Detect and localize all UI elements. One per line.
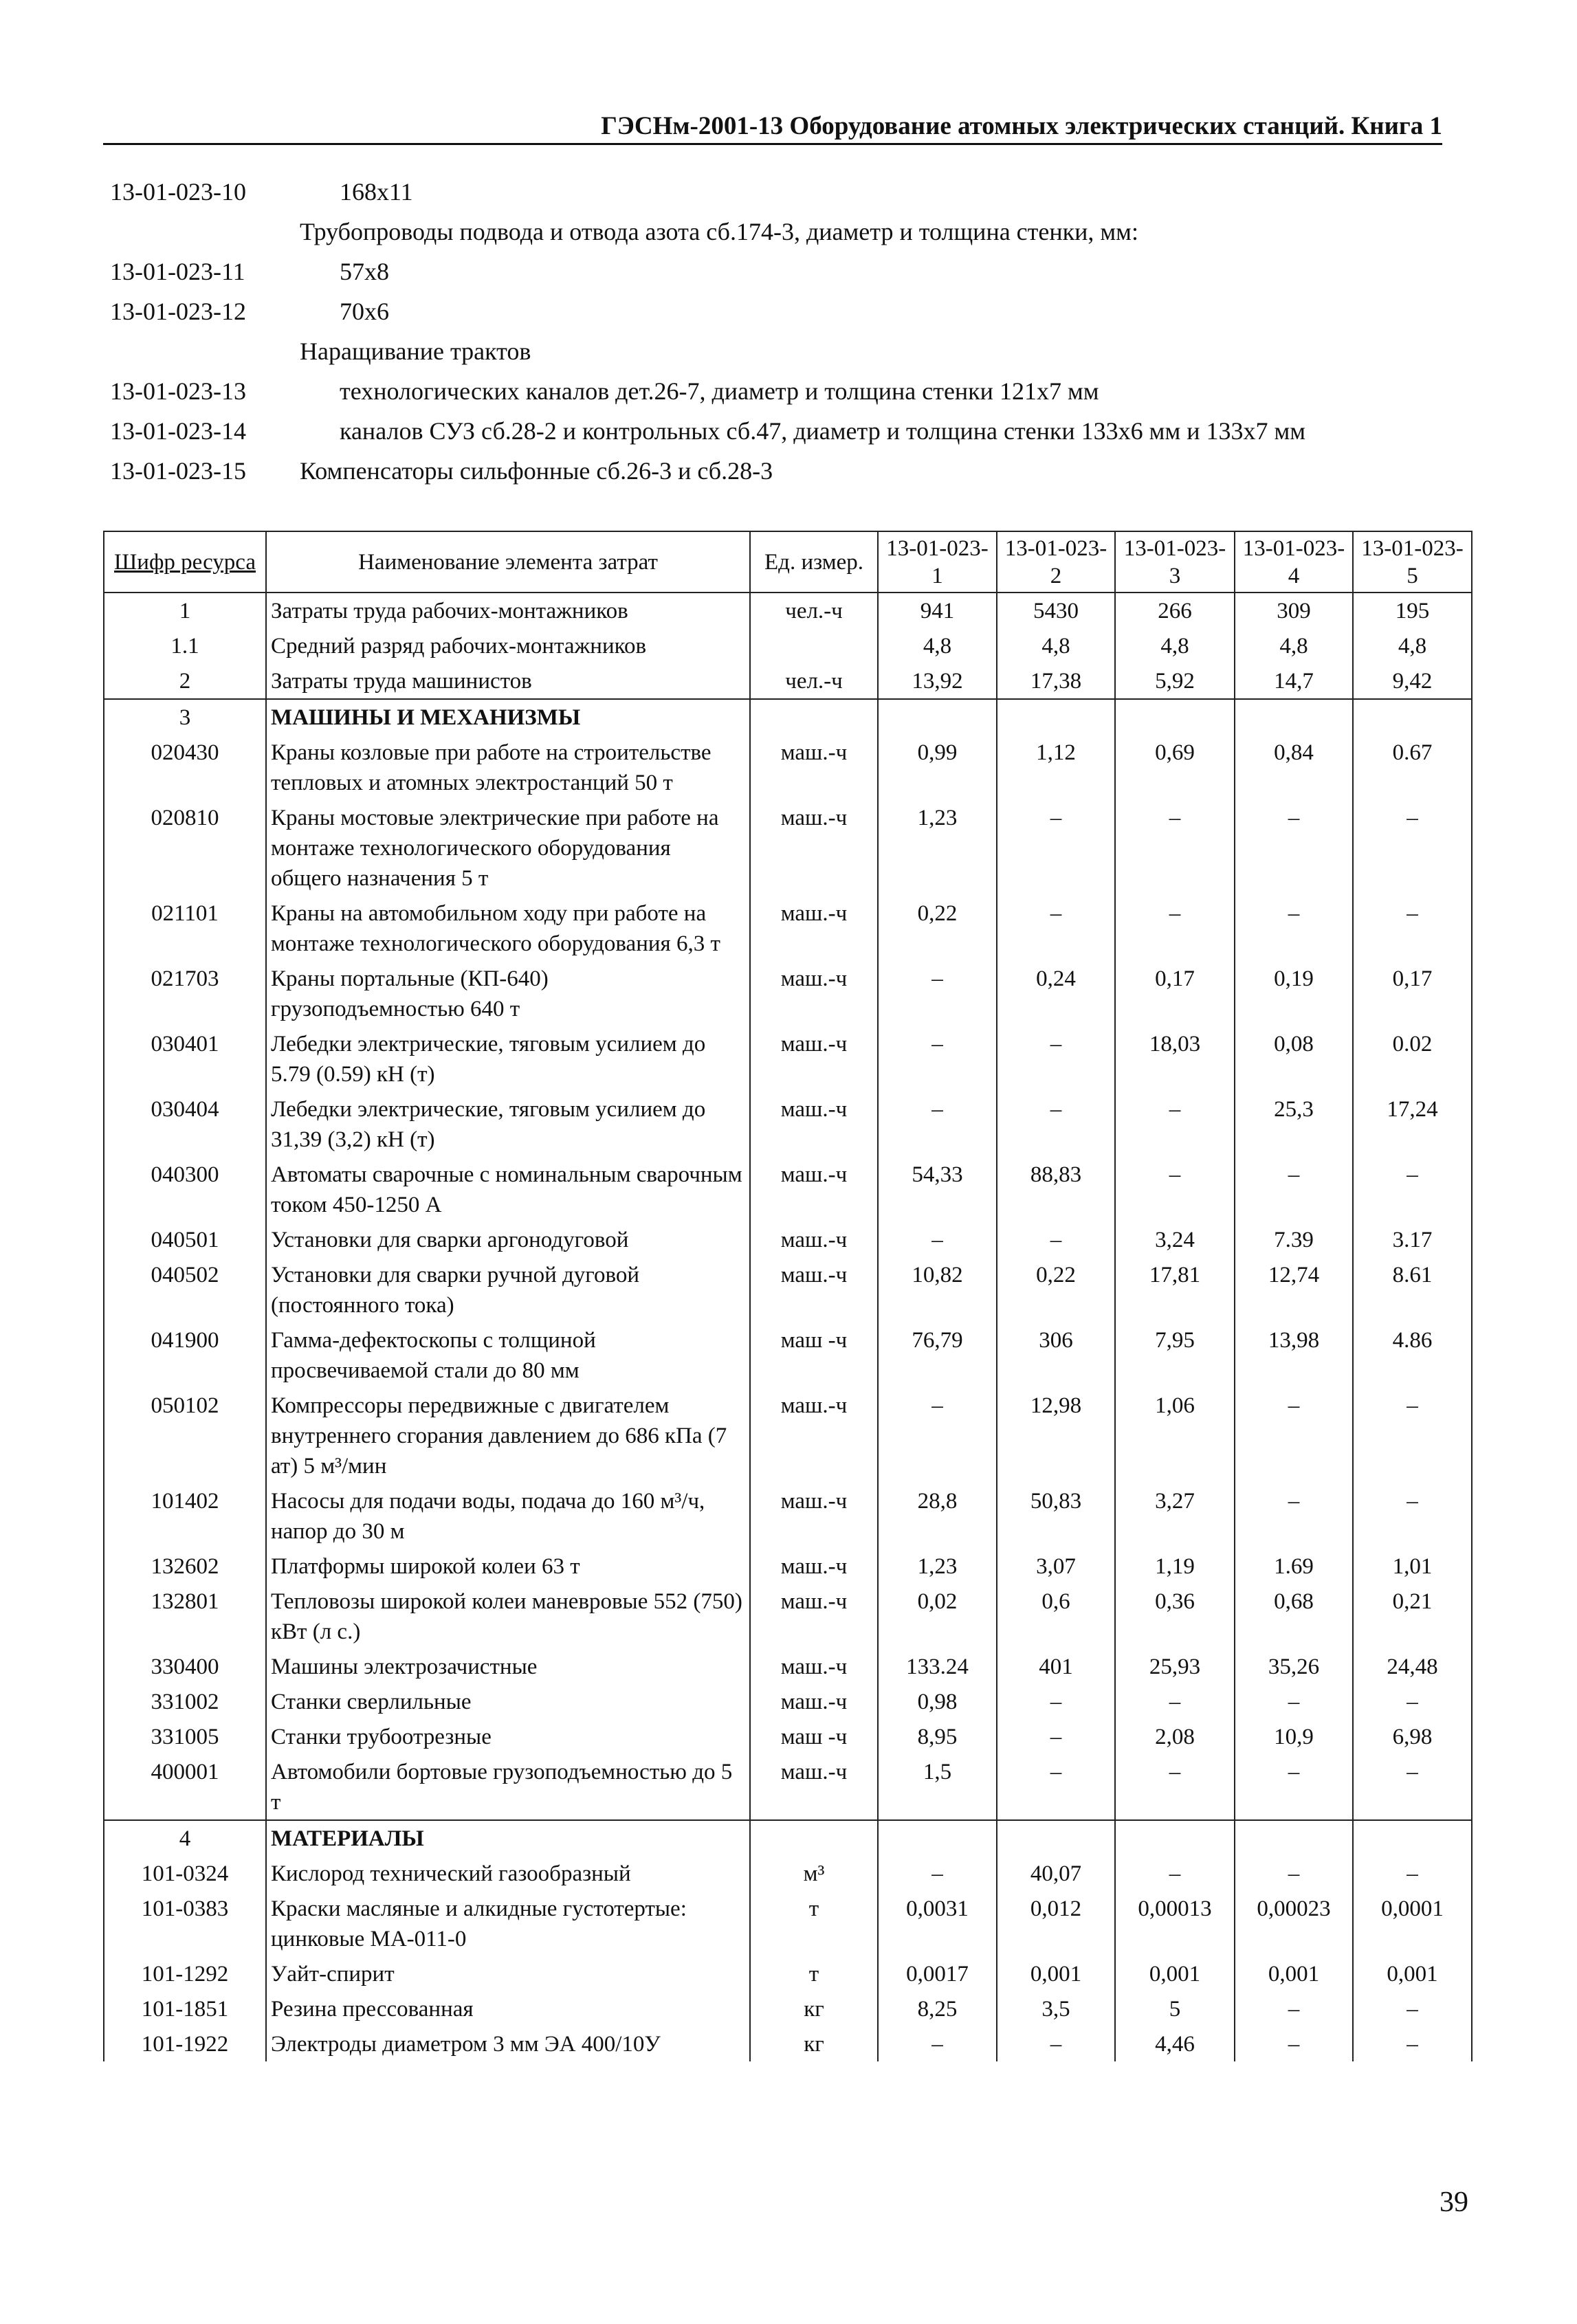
cell-value: 17,24 [1353,1092,1472,1157]
cell-unit: маш.-ч [750,896,878,961]
cell-value: 0,001 [997,1956,1115,1991]
cell-value: – [1115,1684,1235,1719]
cell-value: 35,26 [1235,1649,1353,1684]
table-row [104,1991,1472,2026]
cell-value: 4.86 [1353,1323,1472,1388]
cell-value: 10,9 [1235,1719,1353,1754]
intro-text: 168х11 [340,178,413,206]
cell-code: 1 [104,593,266,628]
cell-code: 101-1922 [104,2026,266,2061]
intro-list [110,177,1444,496]
cell-unit: кг [750,1991,878,2026]
cell-name: Краны мостовые электрические при работе на монтаже технологического оборудования общего назначения 5 т [266,800,750,896]
cell-value: – [1235,1157,1353,1222]
intro-code: 13-01-023-13 [110,377,246,405]
cell-value: 5,92 [1115,663,1235,699]
cell-value: 18,03 [1115,1026,1235,1092]
cell-unit: маш.-ч [750,1157,878,1222]
cell-value: 0,0017 [878,1956,997,1991]
cell-code: 400001 [104,1754,266,1820]
table-row [104,1222,1472,1257]
cell-value: 0,6 [997,1584,1115,1649]
cell-value: 7,95 [1115,1323,1235,1388]
cell-unit: маш -ч [750,1323,878,1388]
cell-value: – [997,800,1115,896]
cell-value: 1,23 [878,1549,997,1584]
cell-name: Краны на автомобильном ходу при работе на монтаже технологического оборудования 6,3 т [266,896,750,961]
header-name: Наименование элемента затрат [266,531,750,593]
cell-value: 0.67 [1353,735,1472,800]
cell-empty [750,1820,878,1856]
cell-value: 54,33 [878,1157,997,1222]
header-code-text: Шифр ресурса [114,550,256,575]
cell-value: 0,0031 [878,1891,997,1956]
cell-value: 1,06 [1115,1388,1235,1483]
table-header-row [104,531,1472,593]
table-row [104,663,1472,699]
cell-value: 88,83 [997,1157,1115,1222]
cell-unit: чел.-ч [750,663,878,699]
cell-value: 0,001 [1235,1956,1353,1991]
cell-unit: маш.-ч [750,1549,878,1584]
cell-value: 5 [1115,1991,1235,2026]
cell-unit: маш.-ч [750,1649,878,1684]
cell-value: – [1235,2026,1353,2061]
cell-value: 133.24 [878,1649,997,1684]
cell-value: 1,12 [997,735,1115,800]
cell-value: – [1353,1754,1472,1820]
cell-value: – [1353,1991,1472,2026]
cell-value: – [878,1388,997,1483]
section-title: МАТЕРИАЛЫ [266,1820,750,1856]
table-row [104,1856,1472,1891]
cell-value: 50,83 [997,1483,1115,1549]
cell-code: 1.1 [104,628,266,663]
intro-item [110,456,1444,496]
cell-value: – [997,896,1115,961]
cell-code: 040501 [104,1222,266,1257]
intro-item [110,337,1444,377]
cell-code: 101-0383 [104,1891,266,1956]
cell-value: – [997,1754,1115,1820]
cell-name: Установки для сварки аргонодуговой [266,1222,750,1257]
resource-table [103,531,1473,2061]
cell-name: Машины электрозачистные [266,1649,750,1684]
cell-value: 24,48 [1353,1649,1472,1684]
cell-value: – [1115,1754,1235,1820]
table-row [104,1092,1472,1157]
intro-item [110,297,1444,337]
cell-name: Станки трубоотрезные [266,1719,750,1754]
cell-value: 13,98 [1235,1323,1353,1388]
cell-value: 5430 [997,593,1115,628]
cell-value: 4,8 [997,628,1115,663]
cell-empty [1235,699,1353,735]
cell-code: 020430 [104,735,266,800]
cell-unit: кг [750,2026,878,2061]
cell-code: 331005 [104,1719,266,1754]
cell-name: Станки сверлильные [266,1684,750,1719]
cell-value: – [1353,1157,1472,1222]
cell-value: 17,38 [997,663,1115,699]
cell-value: – [1115,1092,1235,1157]
cell-code: 2 [104,663,266,699]
cell-value: – [878,961,997,1026]
intro-text: каналов СУЗ сб.28-2 и контрольных сб.47, диаметр и толщина стенки 133х6 мм и 133х7 мм [340,417,1306,445]
cell-value: 0,001 [1353,1956,1472,1991]
cell-value: 0,00013 [1115,1891,1235,1956]
cell-unit: маш.-ч [750,1584,878,1649]
cell-value: – [1115,1856,1235,1891]
cell-value: – [878,2026,997,2061]
table-row [104,2026,1472,2061]
cell-value: – [1235,1754,1353,1820]
cell-value: – [1235,1684,1353,1719]
header-col-1: 13-01-023-1 [878,531,997,593]
cell-value: 17,81 [1115,1257,1235,1323]
cell-value: – [878,1222,997,1257]
cell-value: – [1115,1157,1235,1222]
cell-value: – [1353,1856,1472,1891]
header-col-4: 13-01-023-4 [1235,531,1353,593]
cell-unit: чел.-ч [750,593,878,628]
header-unit: Ед. измер. [750,531,878,593]
intro-item [110,177,1444,217]
cell-value: 4,8 [1235,628,1353,663]
cell-value: 13,92 [878,663,997,699]
cell-name: Средний разряд рабочих-монтажников [266,628,750,663]
cell-unit: маш.-ч [750,1754,878,1820]
intro-item [110,257,1444,297]
section-title: МАШИНЫ И МЕХАНИЗМЫ [266,699,750,735]
cell-unit: маш.-ч [750,735,878,800]
cell-value: 0,0001 [1353,1891,1472,1956]
cell-value: – [1353,2026,1472,2061]
table-row [104,1719,1472,1754]
cell-code: 020810 [104,800,266,896]
cell-value: 3.17 [1353,1222,1472,1257]
cell-code: 3 [104,699,266,735]
cell-value: 8,95 [878,1719,997,1754]
intro-item [110,377,1444,417]
cell-value: – [997,1719,1115,1754]
cell-value: 0,99 [878,735,997,800]
cell-value: 0,98 [878,1684,997,1719]
header-col-3: 13-01-023-3 [1115,531,1235,593]
intro-code: 13-01-023-12 [110,298,246,325]
table-row [104,800,1472,896]
cell-name: Автомобили бортовые грузоподъемностью до 5 т [266,1754,750,1820]
cell-unit: т [750,1956,878,1991]
intro-code: 13-01-023-11 [110,258,245,285]
cell-value: 0,84 [1235,735,1353,800]
cell-value: 7.39 [1235,1222,1353,1257]
cell-name: Автоматы сварочные с номинальным сварочным током 450-1250 А [266,1157,750,1222]
cell-unit: маш.-ч [750,800,878,896]
cell-name: Установки для сварки ручной дуговой (постоянного тока) [266,1257,750,1323]
cell-value: – [1235,1483,1353,1549]
cell-unit: маш -ч [750,1719,878,1754]
cell-unit: маш.-ч [750,1483,878,1549]
cell-value: 0,36 [1115,1584,1235,1649]
cell-code: 040502 [104,1257,266,1323]
cell-code: 101-1851 [104,1991,266,2026]
cell-value: 1,19 [1115,1549,1235,1584]
table-row [104,1483,1472,1549]
cell-name: Краны портальные (КП-640) грузоподъемностью 640 т [266,961,750,1026]
cell-value: 76,79 [878,1323,997,1388]
cell-value: 9,42 [1353,663,1472,699]
cell-value: – [1353,1684,1472,1719]
cell-value: 0,02 [878,1584,997,1649]
cell-code: 132801 [104,1584,266,1649]
cell-value: 1,23 [878,800,997,896]
cell-value: – [1353,1483,1472,1549]
intro-text: Компенсаторы сильфонные сб.26-3 и сб.28-3 [300,457,773,485]
cell-name: Насосы для подачи воды, подача до 160 м³/ч, напор до 30 м [266,1483,750,1549]
page-header [103,109,1442,145]
table-row [104,1684,1472,1719]
cell-value: – [1353,1388,1472,1483]
cell-value: 3,24 [1115,1222,1235,1257]
table-row [104,1956,1472,1991]
cell-value: 1,01 [1353,1549,1472,1584]
cell-value: – [878,1092,997,1157]
cell-value: 0,001 [1115,1956,1235,1991]
cell-name: Краны козловые при работе на строительстве тепловых и атомных электростанций 50 т [266,735,750,800]
cell-value: – [878,1856,997,1891]
cell-name: Платформы широкой колеи 63 т [266,1549,750,1584]
cell-value: 6,98 [1353,1719,1472,1754]
header-col-5: 13-01-023-5 [1353,531,1472,593]
header-code [104,531,266,593]
cell-code: 4 [104,1820,266,1856]
cell-empty [997,699,1115,735]
cell-value: 0.02 [1353,1026,1472,1092]
cell-value: – [997,1026,1115,1092]
cell-value: 195 [1353,593,1472,628]
cell-value: – [997,2026,1115,2061]
cell-value: 1,5 [878,1754,997,1820]
cell-value: – [997,1222,1115,1257]
cell-value: 8,25 [878,1991,997,2026]
cell-value: – [1235,1991,1353,2026]
cell-code: 101-1292 [104,1956,266,1991]
cell-value: 1.69 [1235,1549,1353,1584]
intro-text: 70х6 [340,298,389,325]
cell-code: 030401 [104,1026,266,1092]
cell-value: 25,3 [1235,1092,1353,1157]
table-row [104,1649,1472,1684]
cell-value: 3,5 [997,1991,1115,2026]
cell-value: – [1235,1856,1353,1891]
cell-value: 4,8 [1353,628,1472,663]
cell-value: 0,17 [1115,961,1235,1026]
cell-code: 330400 [104,1649,266,1684]
table-row [104,1584,1472,1649]
table-row [104,1754,1472,1820]
cell-code: 021101 [104,896,266,961]
cell-name: Лебедки электрические, тяговым усилием до 31,39 (3,2) кН (т) [266,1092,750,1157]
cell-unit: маш.-ч [750,1388,878,1483]
table-row [104,1157,1472,1222]
cell-value: 941 [878,593,997,628]
cell-name: Затраты труда рабочих-монтажников [266,593,750,628]
table-row [104,735,1472,800]
cell-value: 0,08 [1235,1026,1353,1092]
cell-empty [1235,1820,1353,1856]
cell-value: 0,69 [1115,735,1235,800]
cell-unit: маш.-ч [750,1026,878,1092]
table-row [104,896,1472,961]
cell-value: 0,00023 [1235,1891,1353,1956]
section-row [104,699,1472,735]
cell-value: 306 [997,1323,1115,1388]
cell-value: 0,24 [997,961,1115,1026]
cell-unit: маш.-ч [750,1684,878,1719]
cell-code: 101-0324 [104,1856,266,1891]
cell-code: 101402 [104,1483,266,1549]
cell-name: Резина прессованная [266,1991,750,2026]
cell-unit: м³ [750,1856,878,1891]
table-row [104,1549,1472,1584]
cell-value: 25,93 [1115,1649,1235,1684]
page-number: 39 [1440,2187,1468,2218]
cell-value: – [997,1684,1115,1719]
cell-empty [997,1820,1115,1856]
cell-value: 4,8 [878,628,997,663]
cell-value: 2,08 [1115,1719,1235,1754]
cell-value: 14,7 [1235,663,1353,699]
cell-value: – [1353,896,1472,961]
cell-unit: маш.-ч [750,1257,878,1323]
intro-text: Наращивание трактов [300,337,531,365]
cell-empty [1115,1820,1235,1856]
table-row [104,628,1472,663]
cell-unit: т [750,1891,878,1956]
cell-value: – [1235,800,1353,896]
cell-name: Электроды диаметром 3 мм ЭА 400/10У [266,2026,750,2061]
cell-empty [1353,699,1472,735]
cell-value: 8.61 [1353,1257,1472,1323]
cell-value: 266 [1115,593,1235,628]
cell-code: 331002 [104,1684,266,1719]
header-col-2: 13-01-023-2 [997,531,1115,593]
cell-name: Уайт-спирит [266,1956,750,1991]
cell-value: – [878,1026,997,1092]
cell-value: 4,8 [1115,628,1235,663]
cell-value: 401 [997,1649,1115,1684]
cell-value: 3,07 [997,1549,1115,1584]
intro-code: 13-01-023-15 [110,457,246,485]
cell-empty [1115,699,1235,735]
cell-value: 12,74 [1235,1257,1353,1323]
intro-item [110,417,1444,456]
cell-unit: маш.-ч [750,1092,878,1157]
cell-empty [878,1820,997,1856]
header-title: ГЭСНм-2001-13 Оборудование атомных электрических станций. Книга 1 [601,112,1442,140]
intro-text: Трубопроводы подвода и отвода азота сб.174-3, диаметр и толщина стенки, мм: [300,218,1138,245]
intro-text: технологических каналов дет.26-7, диаметр и толщина стенки 121х7 мм [340,377,1099,405]
cell-value: – [1235,896,1353,961]
table-row [104,1891,1472,1956]
cell-name: Лебедки электрические, тяговым усилием до 5.79 (0.59) кН (т) [266,1026,750,1092]
cell-value: 0,22 [878,896,997,961]
cell-value: 40,07 [997,1856,1115,1891]
intro-text: 57х8 [340,258,389,285]
cell-code: 132602 [104,1549,266,1584]
cell-value: – [1115,800,1235,896]
cell-value: 0,22 [997,1257,1115,1323]
cell-name: Затраты труда машинистов [266,663,750,699]
cell-name: Гамма-дефектоскопы с толщиной просвечиваемой стали до 80 мм [266,1323,750,1388]
cell-value: 0,68 [1235,1584,1353,1649]
intro-code: 13-01-023-14 [110,417,246,445]
cell-value: 0,012 [997,1891,1115,1956]
cell-name: Компрессоры передвижные с двигателем внутреннего сгорания давлением до 686 кПа (7 ат) 5 м³/мин [266,1388,750,1483]
cell-value: 0,21 [1353,1584,1472,1649]
cell-code: 021703 [104,961,266,1026]
table-row [104,593,1472,628]
cell-unit [750,628,878,663]
cell-name: Тепловозы широкой колеи маневровые 552 (750) кВт (л с.) [266,1584,750,1649]
cell-value: – [1235,1388,1353,1483]
cell-unit: маш.-ч [750,1222,878,1257]
cell-value: 4,46 [1115,2026,1235,2061]
table-row [104,1323,1472,1388]
cell-value: – [997,1092,1115,1157]
cell-value: 3,27 [1115,1483,1235,1549]
cell-value: 0,17 [1353,961,1472,1026]
cell-value: 0,19 [1235,961,1353,1026]
cell-value: – [1353,800,1472,896]
cell-value: 10,82 [878,1257,997,1323]
table-row [104,1026,1472,1092]
cell-code: 030404 [104,1092,266,1157]
cell-empty [878,699,997,735]
cell-empty [1353,1820,1472,1856]
cell-code: 040300 [104,1157,266,1222]
cell-value: 12,98 [997,1388,1115,1483]
cell-code: 050102 [104,1388,266,1483]
cell-name: Краски масляные и алкидные густотертые: цинковые МА-011-0 [266,1891,750,1956]
cell-value: 309 [1235,593,1353,628]
table-row [104,1257,1472,1323]
cell-code: 041900 [104,1323,266,1388]
table-row [104,1388,1472,1483]
cell-value: 28,8 [878,1483,997,1549]
section-row [104,1820,1472,1856]
table-row [104,961,1472,1026]
cell-value: – [1115,896,1235,961]
cell-empty [750,699,878,735]
cell-unit: маш.-ч [750,961,878,1026]
intro-item [110,217,1444,257]
cell-name: Кислород технический газообразный [266,1856,750,1891]
intro-code: 13-01-023-10 [110,178,246,206]
